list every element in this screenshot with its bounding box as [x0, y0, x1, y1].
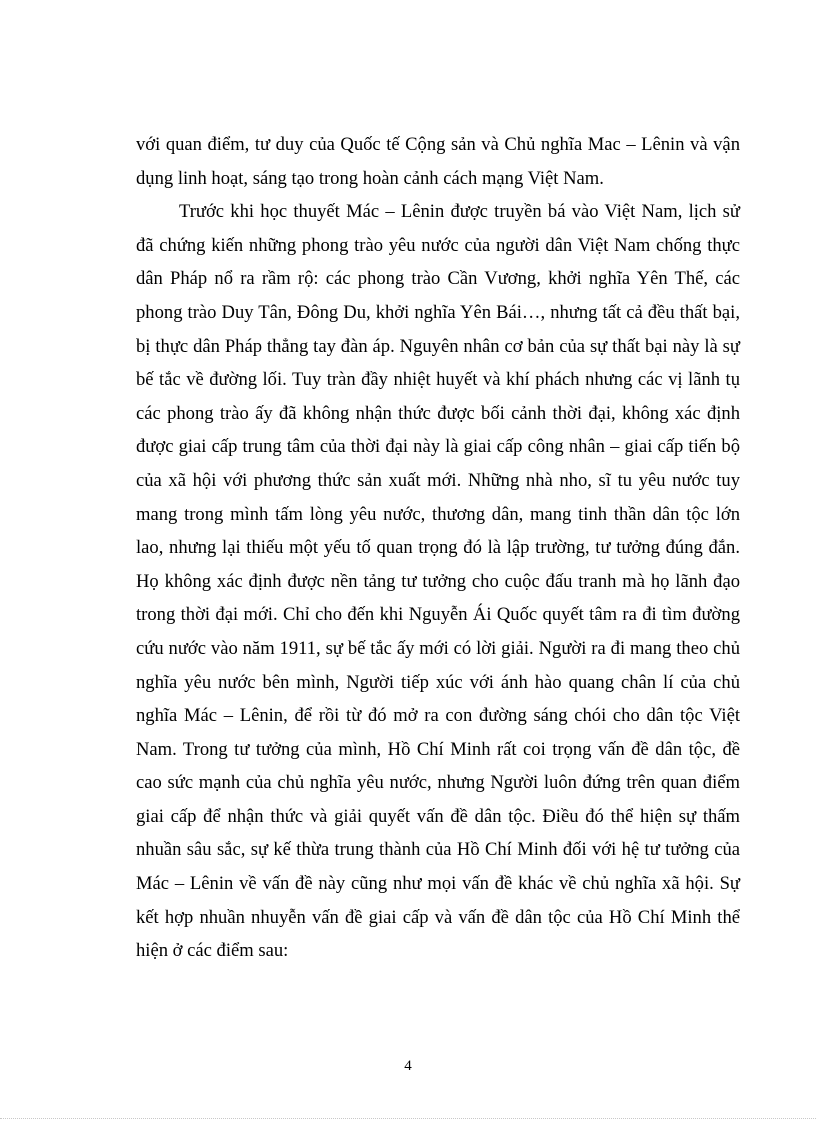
body-text: [136, 128, 740, 968]
paragraph-continuation: với quan điểm, tư duy của Quốc tế Cộng sản và Chủ nghĩa Mac – Lênin và vận dụng linh hoạt, sáng tạo trong hoàn cảnh cách mạng Việt Nam.: [136, 134, 740, 189]
page-number: 4: [404, 1058, 412, 1074]
paragraph-main: Trước khi học thuyết Mác – Lênin được truyền bá vào Việt Nam, lịch sử đã chứng kiến những phong trào yêu nước của người dân Việt Nam chống thực dân Pháp nổ ra rầm rộ: các phong trào Cần Vương, khởi nghĩa Yên Thế, các phong trào Duy Tân, Đông Du, khởi nghĩa Yên Bái…, nhưng tất cả đều thất bại, bị thực dân Pháp thẳng tay đàn áp. Nguyên nhân cơ bản của sự thất bại này là sự bế tắc về đường lối. Tuy tràn đầy nhiệt huyết và khí phách nhưng các vị lãnh tụ các phong trào ấy đã không nhận thức được bối cảnh thời đại, không xác định được giai cấp trung tâm của thời đại này là giai cấp công nhân – giai cấp tiến bộ của xã hội với phương thức sản xuất mới. Những nhà nho, sĩ tu yêu nước tuy mang trong mình tấm lòng yêu nước, thương dân, mang tinh thần dân tộc lớn lao, nhưng lại thiếu một yếu tố quan trọng đó là lập trường, tư tưởng đúng đắn. Họ không xác định được nền tảng tư tưởng cho cuộc đấu tranh mà họ lãnh đạo trong thời đại mới. Chỉ cho đến khi Nguyễn Ái Quốc quyết tâm ra đi tìm đường cứu nước vào năm 1911, sự bế tắc ấy mới có lời giải. Người ra đi mang theo chủ nghĩa yêu nước bên mình, Người tiếp xúc với ánh hào quang chân lí của chủ nghĩa Mác – Lênin, để rồi từ đó mở ra con đường sáng chói cho dân tộc Việt Nam. Trong tư tưởng của mình, Hồ Chí Minh rất coi trọng vấn đề dân tộc, đề cao sức mạnh của chủ nghĩa yêu nước, nhưng Người luôn đứng trên quan điểm giai cấp để nhận thức và giải quyết vấn đề dân tộc. Điều đó thể hiện sự thấm nhuần sâu sắc, sự kế thừa trung thành của Hồ Chí Minh đối với hệ tư tưởng của Mác – Lênin về vấn đề này cũng như mọi vấn đề khác về chủ nghĩa xã hội. Sự kết hợp nhuần nhuyễn vấn đề giai cấp và vấn đề dân tộc của Hồ Chí Minh thể hiện ở các điểm sau:: [136, 201, 740, 962]
page-edge-divider: [0, 1118, 816, 1119]
